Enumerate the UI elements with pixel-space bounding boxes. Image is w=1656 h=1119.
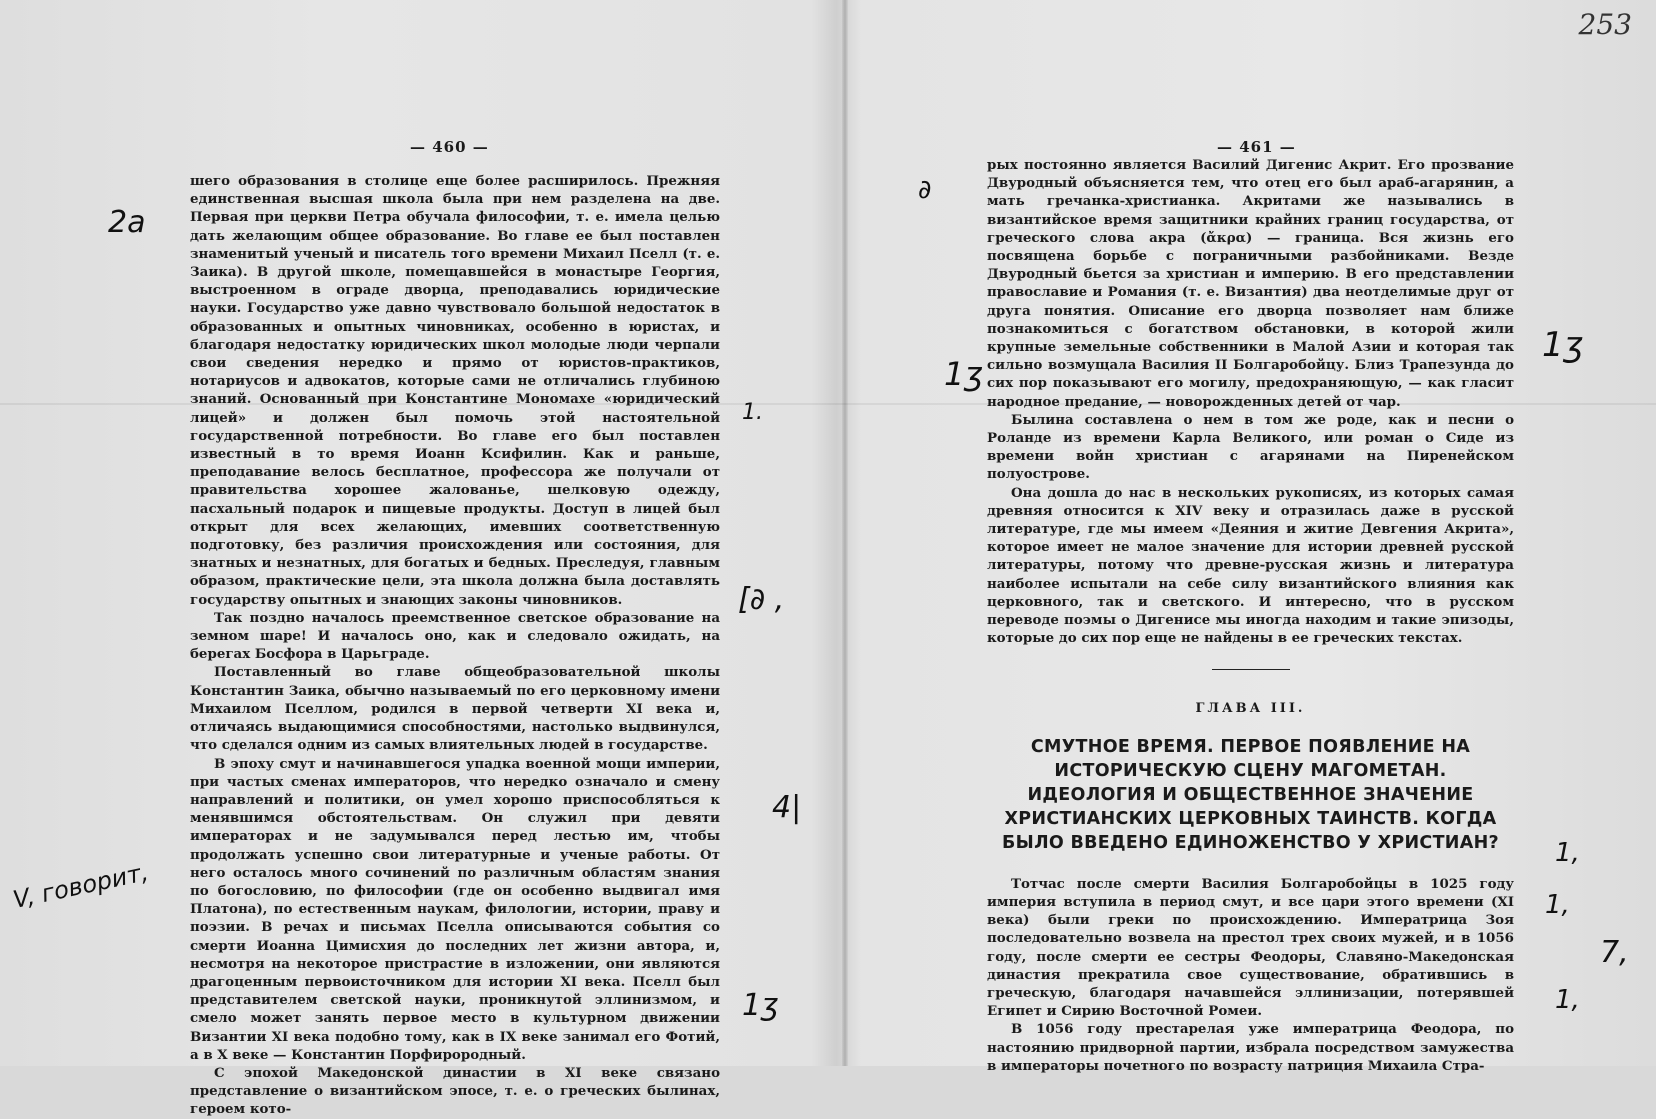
right-page-number: — 461 —	[1217, 138, 1296, 156]
left-page-text	[190, 172, 720, 1119]
margin-annotation: 1.	[742, 400, 763, 425]
margin-annotation: 1ʒ	[742, 988, 779, 1023]
margin-annotation: 7,	[1600, 935, 1629, 970]
paragraph: рых постоянно является Василий Дигенис Акрит. Его прозвание Двуродный объясняется тем, что отец его был араб-агарянин, а мать гречанка-христианка. Акритами же назывались в византийское время защитники крайних границ государства, от греческого слова акра (ἄκρα) — граница. Вся жизнь его посвящена борьбе с пограничными разбойниками. Везде Двуродный бьется за христиан и империю. В его представлении православие и Романия (т. е. Византия) два неотделимые друг от друга понятия. Описание его дворца позволяет нам ближе познакомиться с богатством обстановки, в которой жили крупные земельные собственники в Малой Азии и которая так сильно возмущала Василия II Болгаробойцу. Близ Трапезунда до сих пор показывают его могилу, предохраняющую, — как гласит народное предание, — новорожденных детей от чар.	[987, 157, 1514, 410]
chapter-title: СМУТНОЕ ВРЕМЯ. ПЕРВОЕ ПОЯВЛЕНИЕ НА ИСТОРИЧЕСКУЮ СЦЕНУ МАГОМЕТАН. ИДЕОЛОГИЯ И ОБЩЕСТВЕННОЕ ЗНАЧЕНИЕ ХРИСТИАНСКИХ ЦЕРКОВНЫХ ТАИНСТВ. КОГДА БЫЛО ВВЕДЕНО ЕДИНОЖЕНСТВО У ХРИСТИАН?	[1002, 736, 1499, 853]
paragraph: шего образования в столице еще более расширилось. Прежняя единственная высшая школа была при нем разделена на две. Первая при церкви Петра обучала философии, т. е. имела целью дать желающим общее образование. Во главе ее был поставлен знаменитый ученый и писатель того времени Михаил Пселл (т. е. Заика). В другой школе, помещавшейся в монастыре Георгия, выстроенном в ограде дворца, преподавались юридические науки. Государство уже давно чувствовало большой недостаток в образованных и опытных чиновниках, особенно в юристах, и благодаря недостатку юридических школ молодые люди черпали свои сведения нередко и прямо от юристов-практиков, нотариусов и адвокатов, которые сами не отличались глубиною знаний. Основанный при Константине Мономахе «юридический лицей» и должен был помочь этой настоятельной государственной потребности. Во главе его был поставлен известный в то время Иоанн Ксифилин. Как и раньше, преподавание велось бесплатное, профессора же получали от правительства хорошее жалованье, шелковую одежду, пасхальный подарок и пищевые продукты. Доступ в лицей был открыт для всех желающих, имевших соответственную подготовку, без различия происхождения или состояния, для знатных и незнатных, для богатых и бедных. Преследуя, главным образом, практические цели, эта школа должна была доставлять государству опытных и знающих законы чиновников.	[190, 173, 720, 608]
folio-number: 253	[1578, 8, 1632, 41]
margin-annotation: V, говорит,	[10, 858, 151, 914]
chapter-label: ГЛАВА III.	[1195, 701, 1306, 717]
margin-annotation: 1ʒ	[944, 355, 983, 393]
paragraph: Поставленный во главе общеобразовательной школы Константин Заика, обычно называемый по его церковному имени Михаилом Пселлом, родился в первой четверти XI века и, отличаясь выдающимися способностями, настолько выдвинулся, что сделался одним из самых влиятельных людей в государстве.	[190, 664, 720, 754]
margin-annotation: 1ʒ	[1542, 325, 1584, 365]
margin-annotation: ∂	[918, 175, 932, 205]
paragraph: В эпоху смут и начинавшегося упадка военной мощи империи, при частых сменах императоров, что нередко означало и смену направлений и политики, он умел хорошо приспособляться к менявшимся обстоятельствам. Он служил при девяти императорах и не задумывался перед лестью им, чтобы продолжать успешно свои литературные и ученые работы. От него осталось много сочинений по различным областям знания по богословию, по философии (где он особенно выдвигал имя Платона), по естественным наукам, филологии, истории, праву и поэзии. В речах и письмах Пселла описываются события со смерти Иоанна Цимисхия до последних лет жизни автора, и, несмотря на некоторое пристрастие в изложении, они являются драгоценным первоисточником для истории XI века. Пселл был представителем светской науки, проникнутой эллинизмом, и смело может занять первое место в культурном движении Византии XI века подобно тому, как в IX веке занимал его Фотий, а в X веке — Константин Порфирородный.	[190, 755, 720, 1063]
section-divider	[1212, 669, 1290, 670]
margin-annotation: 1,	[1555, 985, 1580, 1015]
page-fold	[842, 0, 848, 1066]
paragraph: Былина составлена о нем в том же роде, как и песни о Роланде из времени Карла Великого, или роман о Сиде из времени войн христиан с агарянами на Пиренейском полуострове.	[987, 411, 1514, 483]
margin-annotation: [∂ ,	[738, 582, 785, 617]
margin-annotation: 2а	[108, 205, 146, 240]
paragraph: Тотчас после смерти Василия Болгаробойцы в 1025 году империя вступила в период смут, и все цари этого времени (XI века) были греки по происхождению. Императрица Зоя последовательно возвела на престол трех своих мужей, и в 1056 году, после смерти ее сестры Феодоры, Славяно-Македонская династия прекратила свое существование, обратившись в греческую, благодаря начавшейся эллинизации, потерявшей Египет и Сирию Восточной Ромеи.	[987, 875, 1514, 1020]
margin-annotation: 4|	[772, 790, 802, 825]
left-page-number: — 460 —	[410, 138, 489, 156]
paragraph: В 1056 году престарелая уже императрица Феодора, по настоянию придворной партии, избрала посредством замужества в императоры почетного по возрасту патриция Михаила Стра-	[987, 1021, 1514, 1074]
margin-annotation: 1,	[1545, 890, 1570, 920]
right-page-text	[987, 156, 1514, 1075]
paragraph: С эпохой Македонской династии в XI веке связано представление о византийском эпосе, т. е. о греческих былинах, героем кото-	[190, 1064, 720, 1118]
margin-annotation: 1,	[1555, 838, 1580, 868]
paragraph: Так поздно началось преемственное светское образование на земном шаре! И началось оно, как и следовало ожидать, на берегах Босфора в Царьграде.	[190, 609, 720, 663]
paragraph: Она дошла до нас в нескольких рукописях, из которых самая древняя относится к XIV веку и отразилась даже в русской литературе, где мы имеем «Деяния и житие Девгения Акрита», которое имеет не малое значение для истории древней русской литературы, потому что древне-русская жизнь и литература наиболее испытали на себе силу византийского влияния как церковного, так и светского. И интересно, что в русском переводе поэмы о Дигенисе мы иногда находим и такие эпизоды, которые до сих пор еще не найдены в ее греческих текстах.	[987, 484, 1514, 647]
